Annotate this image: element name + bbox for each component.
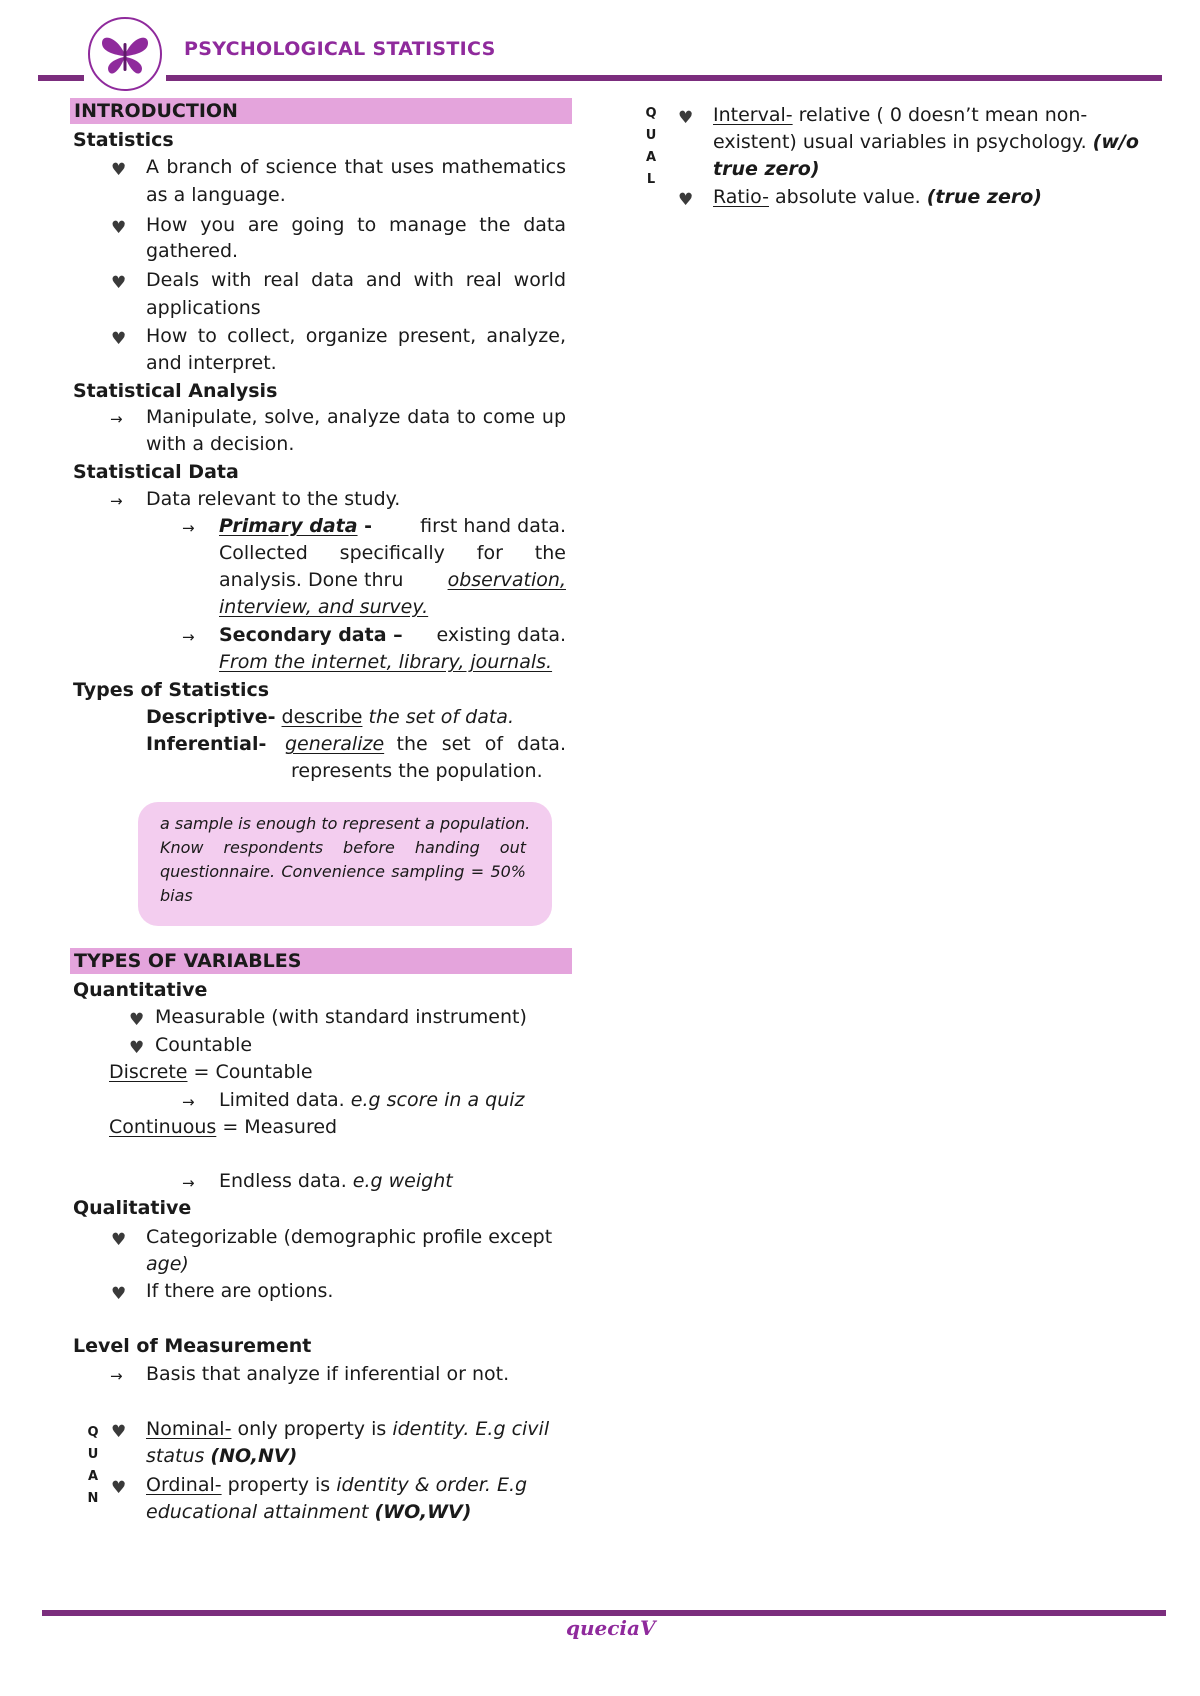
- note-line2: Know respondents before handing out: [160, 838, 526, 857]
- heart-bullet-icon: ♥: [678, 108, 694, 128]
- list-item-cont: gathered.: [146, 240, 239, 262]
- list-item: If there are options.: [146, 1280, 334, 1302]
- heart-bullet-icon: ♥: [111, 329, 127, 349]
- primary-data-methods: observation,: [447, 569, 566, 591]
- section-heading-introduction: INTRODUCTION: [70, 98, 572, 124]
- primary-data-methods-cont: interview, and survey.: [219, 596, 429, 618]
- inferential-rest: the set of data.: [396, 733, 566, 755]
- subheading-quantitative: Quantitative: [73, 979, 208, 1001]
- vertical-letter: A: [87, 1469, 99, 1484]
- secondary-data-dash: –: [386, 624, 410, 646]
- subheading-qualitative: Qualitative: [73, 1197, 192, 1219]
- list-item-cont: with a decision.: [146, 433, 295, 455]
- header-logo: [88, 17, 162, 91]
- nominal-line2: [146, 1443, 297, 1470]
- inferential-line: [285, 731, 566, 758]
- vertical-letter: U: [645, 128, 657, 143]
- secondary-data-line: [219, 622, 566, 649]
- heart-bullet-icon: ♥: [111, 218, 127, 238]
- ratio-bold: (true zero): [926, 186, 1042, 208]
- inferential-line2: represents the population.: [291, 760, 543, 782]
- ordinal-line2: [146, 1499, 471, 1526]
- list-item: How you are going to manage the data: [146, 214, 566, 236]
- arrow-right-icon: →: [110, 1367, 123, 1385]
- ordinal-line2-bold: (WO,WV): [374, 1501, 472, 1523]
- descriptive-line: [146, 704, 514, 731]
- heart-bullet-icon: ♥: [111, 1284, 127, 1304]
- list-item: Countable: [155, 1034, 253, 1056]
- continuous-line: [109, 1114, 337, 1141]
- subheading-statistical-data: Statistical Data: [73, 461, 239, 483]
- header-rule-left: [38, 75, 84, 81]
- discrete-example-italic: e.g score in a quiz: [350, 1089, 525, 1111]
- continuous-example: [219, 1168, 453, 1195]
- heart-bullet-icon: ♥: [111, 1422, 127, 1442]
- arrow-right-icon: →: [182, 519, 195, 537]
- subheading-types-of-statistics: Types of Statistics: [73, 679, 270, 701]
- interval-term: Interval-: [713, 104, 793, 126]
- ordinal-italic: identity & order. E.g: [336, 1474, 528, 1496]
- nominal-line2-italic: status: [146, 1445, 211, 1467]
- arrow-right-icon: →: [182, 1093, 195, 1111]
- discrete-example: [219, 1087, 525, 1114]
- secondary-data-term: Secondary data: [219, 624, 387, 646]
- primary-data-dash: -: [357, 515, 379, 537]
- heart-bullet-icon: ♥: [111, 1230, 127, 1250]
- nominal-italic: identity. E.g civil: [392, 1418, 550, 1440]
- list-item: Measurable (with standard instrument): [155, 1006, 527, 1028]
- vertical-letter: Q: [645, 106, 657, 121]
- list-item: A branch of science that uses mathematics: [146, 156, 566, 178]
- quan-vertical-label: [86, 1422, 100, 1510]
- note-line1: a sample is enough to represent a population.: [160, 814, 531, 833]
- list-item: Manipulate, solve, analyze data to come up: [146, 406, 566, 428]
- arrow-right-icon: →: [182, 1174, 195, 1192]
- heart-bullet-icon: ♥: [111, 160, 127, 180]
- qual-vertical-label: [644, 103, 658, 191]
- descriptive-underlined: describe: [281, 706, 363, 728]
- list-item: Deals with real data and with real world: [146, 269, 566, 291]
- section-heading-types-of-variables: TYPES OF VARIABLES: [70, 948, 572, 974]
- arrow-right-icon: →: [182, 628, 195, 646]
- nominal-line2-bold: (NO,NV): [210, 1445, 298, 1467]
- ratio-term: Ratio-: [713, 186, 769, 208]
- discrete-term: Discrete: [109, 1061, 188, 1083]
- list-item: Categorizable (demographic profile except: [146, 1226, 553, 1248]
- primary-data-term: Primary data: [219, 515, 358, 537]
- descriptive-rest: the set of data.: [368, 706, 514, 728]
- list-item-cont: age): [146, 1253, 189, 1275]
- list-item: How to collect, organize present, analyze,: [146, 325, 566, 347]
- heart-bullet-icon: ♥: [129, 1010, 145, 1030]
- nominal-term: Nominal-: [146, 1418, 232, 1440]
- primary-data-line2: Collected specifically for the: [219, 542, 566, 564]
- heart-bullet-icon: ♥: [111, 1478, 127, 1498]
- list-item-cont: and interpret.: [146, 352, 277, 374]
- list-item-cont: applications: [146, 297, 261, 319]
- list-item-cont: as a language.: [146, 184, 286, 206]
- ratio-line: [713, 184, 1042, 211]
- vertical-letter: Q: [87, 1425, 99, 1440]
- continuous-rest: = Measured: [216, 1116, 338, 1138]
- subheading-statistical-analysis: Statistical Analysis: [73, 380, 278, 402]
- interval-line2: [713, 129, 1139, 156]
- interval-line3: true zero): [713, 158, 820, 180]
- vertical-letter: A: [645, 150, 657, 165]
- subheading-statistics: Statistics: [73, 129, 174, 151]
- nominal-text: only property is: [231, 1418, 393, 1440]
- continuous-example-text: Endless data.: [219, 1170, 353, 1192]
- list-item: Basis that analyze if inferential or not.: [146, 1363, 510, 1385]
- secondary-data-sources: From the internet, library, journals.: [219, 651, 553, 673]
- primary-data-desc: first hand data.: [420, 515, 566, 537]
- inferential-underlined: generalize: [285, 733, 385, 755]
- ordinal-term: Ordinal-: [146, 1474, 222, 1496]
- ratio-text: absolute value.: [769, 186, 927, 208]
- subheading-level-of-measurement: Level of Measurement: [73, 1335, 312, 1357]
- continuous-term: Continuous: [109, 1116, 217, 1138]
- interval-line: [713, 102, 1087, 129]
- header-rule-right: [166, 75, 1162, 81]
- ordinal-line: [146, 1472, 527, 1499]
- heart-bullet-icon: ♥: [678, 190, 694, 210]
- discrete-line: [109, 1059, 313, 1086]
- arrow-right-icon: →: [110, 492, 123, 510]
- interval-line2-text: existent) usual variables in psychology.: [713, 131, 1093, 153]
- ordinal-line2-italic: educational attainment: [146, 1501, 375, 1523]
- discrete-rest: = Countable: [187, 1061, 313, 1083]
- page-title: PSYCHOLOGICAL STATISTICS: [184, 38, 496, 60]
- discrete-example-text: Limited data.: [219, 1089, 351, 1111]
- butterfly-icon: [90, 19, 160, 89]
- interval-text: relative ( 0 doesn’t mean non-: [792, 104, 1088, 126]
- primary-data-line: [219, 513, 566, 540]
- note-line3: questionnaire. Convenience sampling = 50%: [160, 862, 526, 881]
- inferential-term: Inferential-: [146, 733, 267, 755]
- continuous-example-italic: e.g weight: [352, 1170, 453, 1192]
- primary-data-line3: [219, 567, 566, 594]
- vertical-letter: U: [87, 1447, 99, 1462]
- secondary-data-desc: existing data.: [436, 624, 566, 646]
- vertical-letter: L: [646, 172, 656, 187]
- list-item: Data relevant to the study.: [146, 488, 401, 510]
- nominal-line: [146, 1416, 549, 1443]
- note-line4: bias: [160, 886, 193, 905]
- heart-bullet-icon: ♥: [111, 273, 127, 293]
- heart-bullet-icon: ♥: [129, 1038, 145, 1058]
- interval-line2-bold: (w/o: [1092, 131, 1139, 153]
- primary-data-text: analysis. Done thru: [219, 569, 404, 591]
- vertical-letter: N: [87, 1491, 99, 1506]
- footer-signature: queciaV: [566, 1616, 656, 1640]
- descriptive-term: Descriptive-: [146, 706, 276, 728]
- arrow-right-icon: →: [110, 410, 123, 428]
- ordinal-text: property is: [221, 1474, 337, 1496]
